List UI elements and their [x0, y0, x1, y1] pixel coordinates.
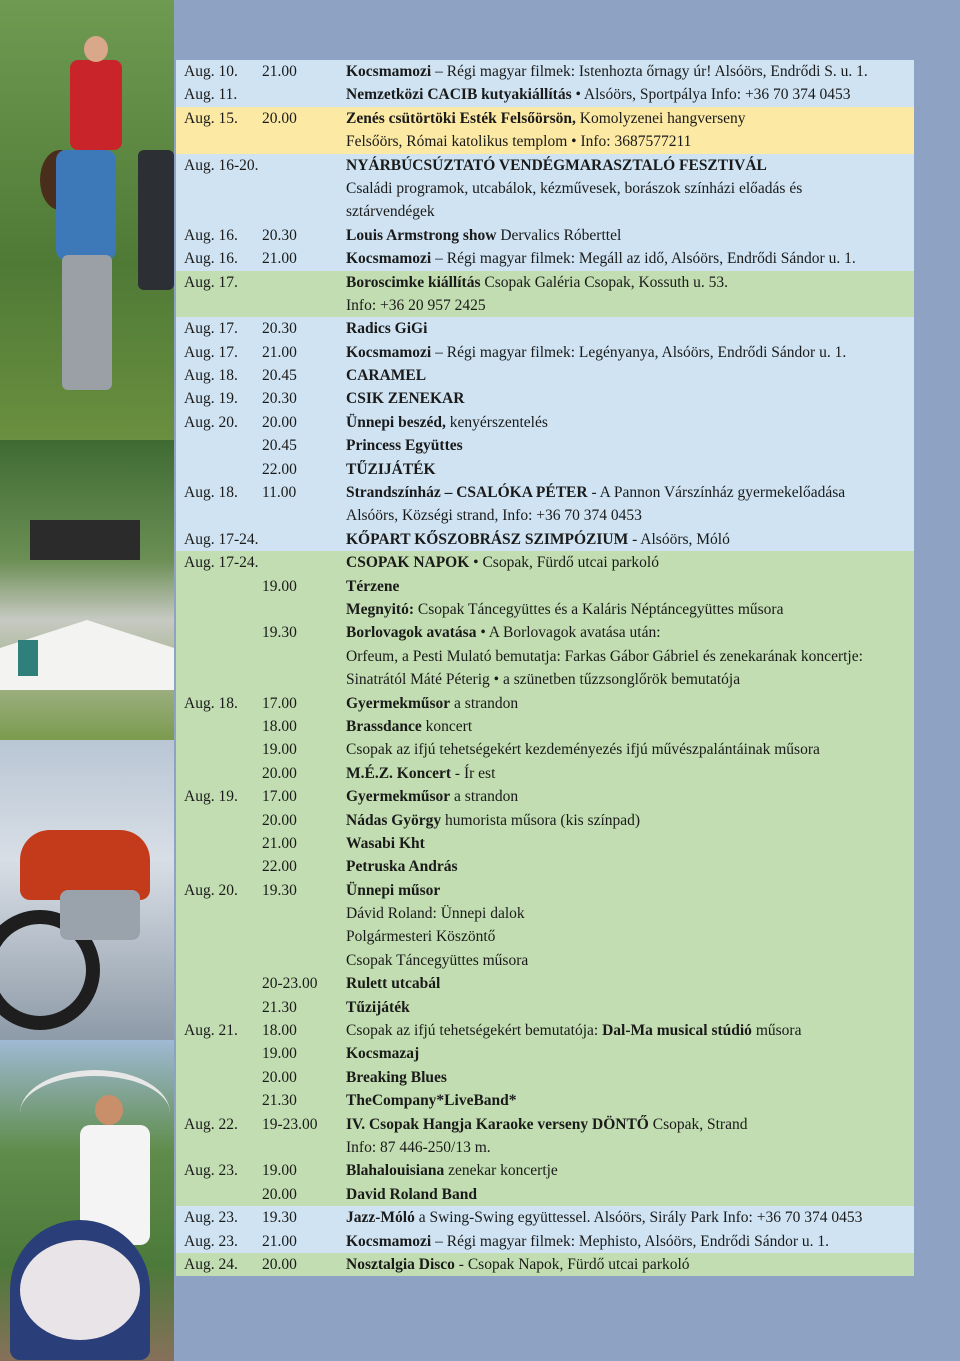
schedule-row	[176, 668, 914, 691]
schedule-row	[176, 1042, 914, 1065]
event-time: 21.00	[262, 343, 297, 361]
event-time: 21.00	[262, 1232, 297, 1250]
event-detail: a Swing-Swing együttessel. Alsóörs, Sirály Park Info: +36 70 374 0453	[414, 1209, 863, 1227]
event-time: 19.00	[262, 741, 297, 759]
event-description	[346, 1253, 914, 1276]
schedule-row	[176, 60, 914, 83]
event-detail: • A Borlovagok avatása után:	[476, 624, 661, 642]
schedule-row	[176, 832, 914, 855]
event-description	[346, 715, 914, 738]
event-description	[346, 1019, 914, 1042]
event-date	[184, 575, 262, 598]
folk-dance-photo	[0, 1040, 174, 1361]
event-date: Aug. 23.	[184, 1162, 238, 1180]
event-date	[184, 1066, 262, 1089]
event-description	[346, 972, 914, 995]
event-description	[346, 855, 914, 878]
event-time	[262, 83, 346, 106]
event-description	[346, 1183, 914, 1206]
event-description	[346, 996, 914, 1019]
event-detail: Csopak az ifjú tehetségekért bemutatója:	[346, 1022, 603, 1040]
event-time	[262, 668, 346, 691]
event-date: Aug. 18.	[184, 367, 238, 385]
schedule-row	[176, 1136, 914, 1159]
event-detail: - Csopak Napok, Fürdő utcai parkoló	[454, 1255, 690, 1273]
event-time: 19.00	[262, 577, 297, 595]
event-description	[346, 411, 914, 434]
event-title: Dal-Ma musical stúdió	[602, 1022, 752, 1040]
event-time: 20.00	[262, 1068, 297, 1086]
schedule-row	[176, 83, 914, 106]
event-title: Louis Armstrong show	[346, 226, 497, 244]
schedule-row	[176, 575, 914, 598]
event-title: CSOPAK NAPOK	[346, 554, 470, 572]
event-schedule-table	[176, 60, 914, 1276]
event-title: Wasabi Kht	[346, 834, 425, 852]
event-time: 20.30	[262, 390, 297, 408]
event-date: Aug. 10.	[184, 63, 238, 80]
event-description	[346, 1230, 914, 1253]
event-date	[184, 902, 262, 925]
event-title: IV. Csopak Hangja Karaoke verseny DÖNTŐ	[346, 1115, 649, 1133]
event-description	[346, 154, 914, 177]
event-date: Aug. 24.	[184, 1255, 238, 1273]
event-title: M.É.Z. Koncert	[346, 764, 452, 782]
event-description	[346, 130, 914, 153]
event-time: 18.00	[262, 717, 297, 735]
schedule-row	[176, 809, 914, 832]
event-description	[346, 60, 914, 83]
event-title: Princess Együttes	[346, 437, 463, 455]
event-detail: Polgármesteri Köszöntő	[346, 928, 496, 946]
event-title: TheCompany*LiveBand*	[346, 1092, 517, 1110]
schedule-row	[176, 925, 914, 948]
event-time: 21.00	[262, 834, 297, 852]
event-title: Petruska András	[346, 858, 458, 876]
event-time	[262, 271, 346, 294]
event-date: Aug. 11.	[184, 86, 238, 104]
event-title: KŐPART KŐSZOBRÁSZ SZIMPÓZIUM	[346, 530, 629, 548]
event-date	[184, 972, 262, 995]
event-description	[346, 387, 914, 410]
event-time: 17.00	[262, 788, 297, 806]
event-description	[346, 1136, 914, 1159]
event-time: 17.00	[262, 694, 297, 712]
schedule-row	[176, 247, 914, 270]
event-title: Brassdance	[346, 717, 422, 735]
schedule-row	[176, 902, 914, 925]
event-time	[262, 598, 346, 621]
event-title: Megnyitó:	[346, 600, 415, 618]
event-time	[262, 551, 346, 574]
schedule-row	[176, 949, 914, 972]
schedule-row	[176, 785, 914, 808]
event-title: Boroscimke kiállítás	[346, 273, 481, 291]
event-detail: • Alsóörs, Sportpálya Info: +36 70 374 0453	[571, 86, 851, 104]
event-description	[346, 949, 914, 972]
event-detail: humorista műsora (kis színpad)	[441, 811, 641, 829]
event-date	[184, 738, 262, 761]
schedule-row	[176, 200, 914, 223]
event-date	[184, 809, 262, 832]
event-detail: – Régi magyar filmek: Legényanya, Alsóörs, Endrődi Sándor u. 1.	[431, 343, 847, 361]
event-description	[346, 247, 914, 270]
event-detail: Csopak Táncegyüttes műsora	[346, 951, 529, 969]
event-description	[346, 177, 914, 200]
event-date	[184, 832, 262, 855]
event-date: Aug. 15.	[184, 109, 238, 127]
event-date: Aug. 20.	[184, 881, 238, 899]
motorcycle-photo	[0, 740, 174, 1040]
schedule-row	[176, 762, 914, 785]
event-time: 19.30	[262, 1209, 297, 1227]
event-description	[346, 1089, 914, 1112]
event-time: 21.30	[262, 998, 297, 1016]
event-title: TŰZIJÁTÉK	[346, 460, 436, 478]
event-time	[262, 154, 346, 177]
event-description	[346, 1113, 914, 1136]
event-date	[184, 996, 262, 1019]
event-date: Aug. 19.	[184, 390, 238, 408]
schedule-row	[176, 364, 914, 387]
event-detail: Csopak, Strand	[648, 1115, 748, 1133]
schedule-row	[176, 154, 914, 177]
event-title: Blahalouisiana	[346, 1162, 445, 1180]
event-date: Aug. 16-20.	[184, 156, 259, 174]
event-time: 20.45	[262, 437, 297, 455]
event-detail: Info: +36 20 957 2425	[346, 296, 486, 314]
event-detail: Dávid Roland: Ünnepi dalok	[346, 905, 525, 923]
event-date	[184, 715, 262, 738]
event-title: Nemzetközi CACIB kutyakiállítás	[346, 86, 572, 104]
event-time: 19.00	[262, 1045, 297, 1063]
event-time: 20.00	[262, 1185, 297, 1203]
event-time	[262, 645, 346, 668]
schedule-row	[176, 177, 914, 200]
event-date	[184, 762, 262, 785]
event-time: 19.30	[262, 881, 297, 899]
event-date	[184, 130, 262, 153]
schedule-row	[176, 551, 914, 574]
event-description	[346, 364, 914, 387]
event-time: 20.00	[262, 811, 297, 829]
event-title: Borlovagok avatása	[346, 624, 477, 642]
event-title: David Roland Band	[346, 1185, 477, 1203]
event-description	[346, 902, 914, 925]
event-time: 19.00	[262, 1162, 297, 1180]
event-date: Aug. 20.	[184, 413, 238, 431]
event-time	[262, 1136, 346, 1159]
schedule-row	[176, 645, 914, 668]
schedule-row	[176, 271, 914, 294]
event-description	[346, 1206, 914, 1229]
event-title: Zenés csütörtöki Esték Felsőörsön,	[346, 109, 576, 127]
event-detail: Sinatrától Máté Péterig • a szünetben tűzzsonglőrök bemutatója	[346, 671, 741, 689]
event-time: 18.00	[262, 1022, 297, 1040]
schedule-row	[176, 411, 914, 434]
schedule-row	[176, 996, 914, 1019]
event-title: Kocsmamozi	[346, 63, 432, 80]
event-title: Nádas György	[346, 811, 442, 829]
event-detail: sztárvendégek	[346, 203, 435, 221]
event-detail: – Régi magyar filmek: Mephisto, Alsóörs, Endrődi Sándor u. 1.	[431, 1232, 830, 1250]
event-time: 20.30	[262, 226, 297, 244]
event-time: 20.30	[262, 320, 297, 338]
event-description	[346, 621, 914, 644]
event-date	[184, 645, 262, 668]
event-description	[346, 481, 914, 504]
event-description	[346, 271, 914, 294]
event-date: Aug. 23.	[184, 1232, 238, 1250]
event-detail: Családi programok, utcabálok, kézművesek, borászok színházi előadás és	[346, 179, 803, 197]
event-date	[184, 504, 262, 527]
schedule-row	[176, 481, 914, 504]
event-date	[184, 949, 262, 972]
event-description	[346, 575, 914, 598]
schedule-row	[176, 458, 914, 481]
event-time	[262, 528, 346, 551]
event-date: Aug. 18.	[184, 484, 238, 502]
schedule-row	[176, 621, 914, 644]
event-time: 20.00	[262, 764, 297, 782]
event-date	[184, 598, 262, 621]
event-detail: – Régi magyar filmek: Megáll az idő, Alsóörs, Endrődi Sándor u. 1.	[431, 250, 856, 268]
event-title: Gyermekműsor	[346, 788, 451, 806]
schedule-row	[176, 1113, 914, 1136]
event-title: Térzene	[346, 577, 400, 595]
event-time: 22.00	[262, 858, 297, 876]
event-date	[184, 925, 262, 948]
event-description	[346, 83, 914, 106]
event-description	[346, 1159, 914, 1182]
schedule-row	[176, 1183, 914, 1206]
schedule-row	[176, 1159, 914, 1182]
event-time: 11.00	[262, 484, 297, 502]
event-detail: kenyérszentelés	[445, 413, 548, 431]
festival-tents-photo	[0, 440, 174, 740]
event-description	[346, 458, 914, 481]
event-date	[184, 177, 262, 200]
event-date	[184, 1089, 262, 1112]
event-description	[346, 668, 914, 691]
event-date	[184, 855, 262, 878]
event-date	[184, 294, 262, 317]
event-time	[262, 504, 346, 527]
event-date	[184, 200, 262, 223]
event-description	[346, 738, 914, 761]
event-description	[346, 107, 914, 130]
schedule-row	[176, 1206, 914, 1229]
event-description	[346, 1042, 914, 1065]
event-description	[346, 294, 914, 317]
schedule-row	[176, 107, 914, 130]
event-description	[346, 879, 914, 902]
event-detail: Komolyzenei hangverseny	[575, 109, 746, 127]
schedule-row	[176, 130, 914, 153]
event-time	[262, 949, 346, 972]
event-time: 21.30	[262, 1092, 297, 1110]
event-title: Nosztalgia Disco	[346, 1255, 455, 1273]
event-time	[262, 902, 346, 925]
event-description	[346, 925, 914, 948]
event-date: Aug. 17-24.	[184, 554, 259, 572]
event-title: Tűzijáték	[346, 998, 410, 1016]
event-date	[184, 1042, 262, 1065]
event-description	[346, 762, 914, 785]
event-description	[346, 809, 914, 832]
event-date: Aug. 19.	[184, 788, 238, 806]
schedule-row	[176, 1089, 914, 1112]
event-description	[346, 645, 914, 668]
event-detail: Csopak Táncegyüttes és a Kaláris Néptáncegyüttes műsora	[414, 600, 784, 618]
event-title: Ünnepi műsor	[346, 881, 441, 899]
schedule-row	[176, 224, 914, 247]
event-title: Kocsmazaj	[346, 1045, 420, 1063]
event-time: 20.00	[262, 413, 297, 431]
event-detail: - Ír est	[451, 764, 496, 782]
event-time: 20-23.00	[262, 975, 318, 993]
event-title: Radics GiGi	[346, 320, 428, 338]
schedule-row	[176, 972, 914, 995]
event-date: Aug. 16.	[184, 250, 238, 268]
event-title: Rulett utcabál	[346, 975, 441, 993]
event-detail: zenekar koncertje	[444, 1162, 558, 1180]
horse-show-photo	[0, 0, 174, 440]
event-time: 19.30	[262, 624, 297, 642]
event-date	[184, 458, 262, 481]
event-date	[184, 621, 262, 644]
schedule-row	[176, 434, 914, 457]
event-title: Kocsmamozi	[346, 250, 432, 268]
event-description	[346, 598, 914, 621]
event-detail: Orfeum, a Pesti Mulató bemutatja: Farkas Gábor Gábriel és zenekarának koncertje:	[346, 647, 863, 665]
event-description	[346, 1066, 914, 1089]
schedule-row	[176, 692, 914, 715]
schedule-row	[176, 715, 914, 738]
schedule-row	[176, 598, 914, 621]
schedule-row	[176, 387, 914, 410]
event-description	[346, 434, 914, 457]
event-date: Aug. 23.	[184, 1209, 238, 1227]
event-detail: Felsőörs, Római katolikus templom • Info: 3687577211	[346, 133, 692, 151]
photo-strip	[0, 0, 174, 1361]
event-title: Jazz-Móló	[346, 1209, 415, 1227]
event-detail: műsora	[751, 1022, 802, 1040]
schedule-row	[176, 317, 914, 340]
event-detail: - Alsóörs, Móló	[628, 530, 730, 548]
schedule-row	[176, 528, 914, 551]
event-description	[346, 200, 914, 223]
event-detail: Csopak az ifjú tehetségekért kezdeményezés ifjú művészpalántáinak műsora	[346, 741, 820, 759]
event-time	[262, 200, 346, 223]
event-title: CSIK ZENEKAR	[346, 390, 465, 408]
event-title: Ünnepi beszéd,	[346, 413, 446, 431]
event-date: Aug. 21.	[184, 1022, 238, 1040]
event-time: 21.00	[262, 63, 297, 80]
event-description	[346, 692, 914, 715]
event-description	[346, 551, 914, 574]
event-time: 19-23.00	[262, 1115, 318, 1133]
event-time: 20.00	[262, 109, 297, 127]
event-time	[262, 925, 346, 948]
event-date: Aug. 17.	[184, 273, 238, 291]
event-date: Aug. 22.	[184, 1115, 238, 1133]
event-time	[262, 130, 346, 153]
event-time: 20.45	[262, 367, 297, 385]
schedule-row	[176, 1066, 914, 1089]
event-title: Gyermekműsor	[346, 694, 451, 712]
event-description	[346, 341, 914, 364]
event-date: Aug. 16.	[184, 226, 238, 244]
event-description	[346, 832, 914, 855]
event-title: Strandszínház – CSALÓKA PÉTER	[346, 484, 588, 502]
event-description	[346, 224, 914, 247]
event-title: CARAMEL	[346, 367, 427, 385]
event-detail: a strandon	[450, 694, 519, 712]
event-detail: Csopak Galéria Csopak, Kossuth u. 53.	[480, 273, 729, 291]
event-date: Aug. 17-24.	[184, 530, 259, 548]
event-time: 20.00	[262, 1255, 297, 1273]
event-date	[184, 434, 262, 457]
event-detail: – Régi magyar filmek: Istenhozta őrnagy úr! Alsóörs, Endrődi S. u. 1.	[431, 63, 868, 80]
schedule-row	[176, 1253, 914, 1276]
event-detail: Dervalics Róberttel	[496, 226, 622, 244]
event-date	[184, 668, 262, 691]
event-date	[184, 1183, 262, 1206]
event-detail: • Csopak, Fürdő utcai parkoló	[469, 554, 659, 572]
event-title: Breaking Blues	[346, 1068, 447, 1086]
event-detail: a strandon	[450, 788, 519, 806]
schedule-row	[176, 294, 914, 317]
event-detail: Info: 87 446-250/13 m.	[346, 1138, 491, 1156]
schedule-row	[176, 879, 914, 902]
event-title: Kocsmamozi	[346, 1232, 432, 1250]
schedule-row	[176, 504, 914, 527]
schedule-row	[176, 855, 914, 878]
event-date: Aug. 17.	[184, 320, 238, 338]
event-date	[184, 1136, 262, 1159]
event-time	[262, 177, 346, 200]
schedule-row	[176, 1019, 914, 1042]
event-date: Aug. 18.	[184, 694, 238, 712]
schedule-row	[176, 738, 914, 761]
event-date: Aug. 17.	[184, 343, 238, 361]
event-title: NYÁRBÚCSÚZTATÓ VENDÉGMARASZTALÓ FESZTIVÁL	[346, 156, 767, 174]
event-time: 21.00	[262, 250, 297, 268]
event-time	[262, 294, 346, 317]
event-description	[346, 785, 914, 808]
event-detail: - A Pannon Várszínház gyermekelőadása	[587, 484, 846, 502]
schedule-row	[176, 1230, 914, 1253]
event-detail: Alsóörs, Községi strand, Info: +36 70 374 0453	[346, 507, 642, 525]
event-description	[346, 528, 914, 551]
schedule-row	[176, 341, 914, 364]
event-description	[346, 504, 914, 527]
event-title: Kocsmamozi	[346, 343, 432, 361]
event-detail: koncert	[421, 717, 473, 735]
event-time: 22.00	[262, 460, 297, 478]
event-description	[346, 317, 914, 340]
